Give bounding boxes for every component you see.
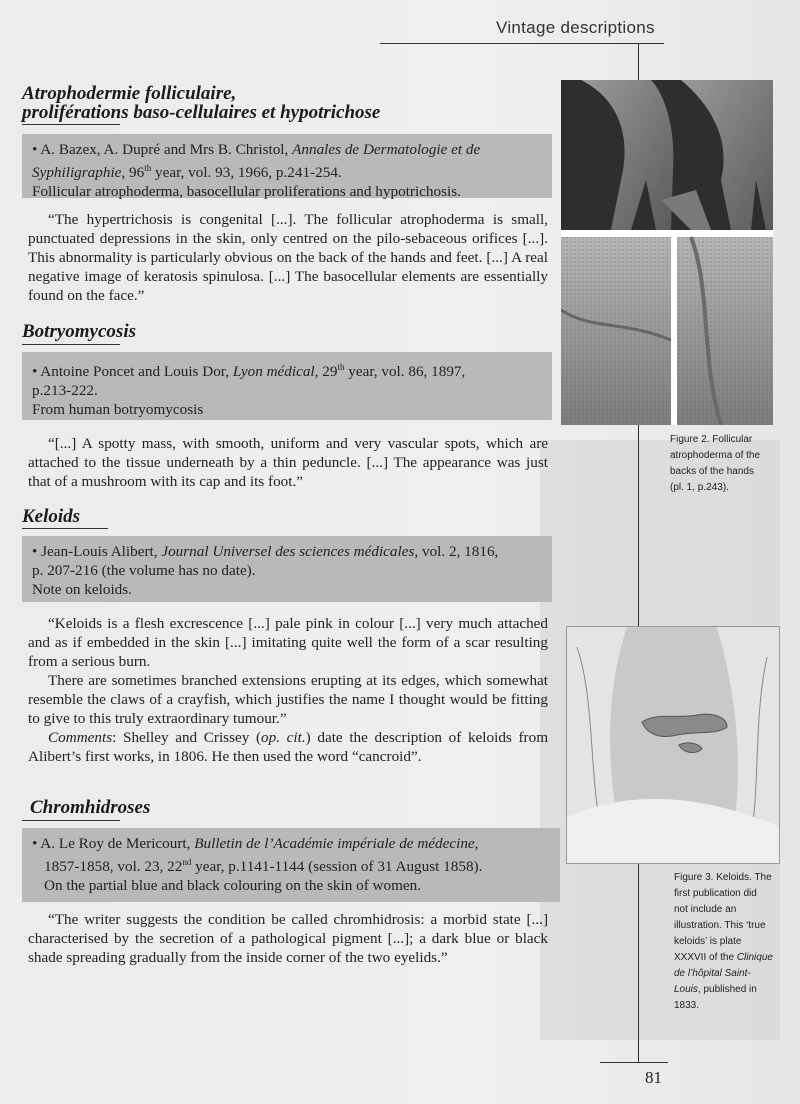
- quote-paragraph: [28, 614, 548, 766]
- quote-text: “The hypertrichosis is congenital [...]. The follicular atrophoderma is small, punctuated depressions in the skin, only centred on the pilo-sebaceous orifices [...]. This abnormality is particularly obvious on the back of the hands and feet. [...] A real negative image of keratosis spinulosa. [...] The basocellular elements are essentially found on the face.”: [28, 211, 548, 304]
- quote-paragraph: [28, 434, 548, 491]
- running-header: Vintage descriptions: [496, 18, 655, 37]
- keloid-engraving: [567, 627, 780, 864]
- figure-3-illustration: [566, 626, 780, 864]
- citation-box: [22, 352, 552, 420]
- figure-2-photo: [561, 80, 773, 425]
- citation-line: • A. Le Roy de Mericourt, Bulletin de l’Académie impériale de médecine,: [32, 835, 479, 852]
- citation-line: Syphiligraphie, 96th year, vol. 93, 1966, p.241-254.: [32, 163, 342, 182]
- section-title-line: proliférations baso-cellulaires et hypotrichose: [22, 102, 381, 123]
- citation-box: [22, 536, 552, 602]
- quote-paragraph: [28, 210, 548, 305]
- comment-text: Comments: Shelley and Crissey (op. cit.) date the description of keloids from Alibert’s first works, in 1806. He then used the word “cancroid”.: [28, 729, 549, 765]
- section-title-keloids: Keloids: [22, 506, 81, 527]
- citation-line: From human botryomycosis: [32, 401, 204, 419]
- section-underline: [22, 344, 120, 345]
- section-title-chromhidroses: Chromhidroses: [30, 797, 151, 818]
- citation-box: [22, 134, 552, 201]
- citation-line: p.213-222.: [32, 382, 98, 400]
- section-title-line: Atrophodermie folliculaire,: [22, 83, 237, 104]
- citation-line: • Antoine Poncet and Louis Dor, Lyon médical, 29th year, vol. 86, 1897,: [32, 362, 466, 381]
- citation-line: • Jean-Louis Alibert, Journal Universel des sciences médicales, vol. 2, 1816,: [32, 543, 499, 560]
- quote-paragraph: [28, 910, 548, 967]
- quote-text: “The writer suggests the condition be called chromhidrosis: a morbid state [...] characterised by the secretion of a pathological pigment [...]; a dark blue or black shade spreading gradually from the inside corner of the two eyelids.”: [28, 911, 548, 966]
- citation-line: • A. Bazex, A. Dupré and Mrs B. Christol, Annales de Dermatologie et de: [32, 141, 481, 158]
- section-underline: [22, 528, 108, 529]
- quote-text: “[...] A spotty mass, with smooth, uniform and very vascular spots, which are attached to the tissue underneath by a thin peduncle. [...] The appearance was just that of a mushroom with its cap and its foot.”: [28, 435, 548, 490]
- figure-2-caption: Figure 2. Follicular atrophoderma of the backs of the hands (pl. 1, p.243).: [670, 434, 761, 493]
- citation-line: Note on keloids.: [32, 581, 132, 598]
- section-title-atrophodermie: [22, 84, 380, 122]
- header-rule: [380, 43, 664, 44]
- hands-photo-illustration: [561, 80, 773, 425]
- citation-line: 1857-1858, vol. 23, 22nd year, p.1141-1144 (session of 31 August 1858).: [44, 857, 483, 876]
- section-title-botryomycosis: Botryomycosis: [22, 321, 136, 342]
- quote-text: There are sometimes branched extensions erupting at its edges, which somewhat resemble the claws of a crayfish, which justifies the name I thought would be fitting to give to this truly extraordinary tumour.”: [28, 672, 548, 727]
- citation-line: Follicular atrophoderma, basocellular proliferations and hypotrichosis.: [32, 183, 461, 201]
- quote-text: “Keloids is a flesh excrescence [...] pale pink in colour [...] very much attached and as if embedded in the skin [...] imitating quite well the form of a scar resulting from a serious burn.: [28, 615, 548, 670]
- citation-box: [22, 828, 560, 902]
- footer-rule: [600, 1062, 668, 1063]
- citation-line: p. 207-216 (the volume has no date).: [32, 562, 256, 579]
- page-number: 81: [645, 1068, 662, 1087]
- section-underline: [22, 820, 120, 821]
- section-underline: [22, 124, 120, 125]
- citation-line: On the partial blue and black colouring on the skin of women.: [44, 877, 422, 895]
- figure-3-caption: Figure 3. Keloids. The first publication did not include an illustration. This ‘true keloids’ is plate XXXVII of the Clinique de l’hôpital Saint- Louis, published in 1833.: [674, 872, 773, 1011]
